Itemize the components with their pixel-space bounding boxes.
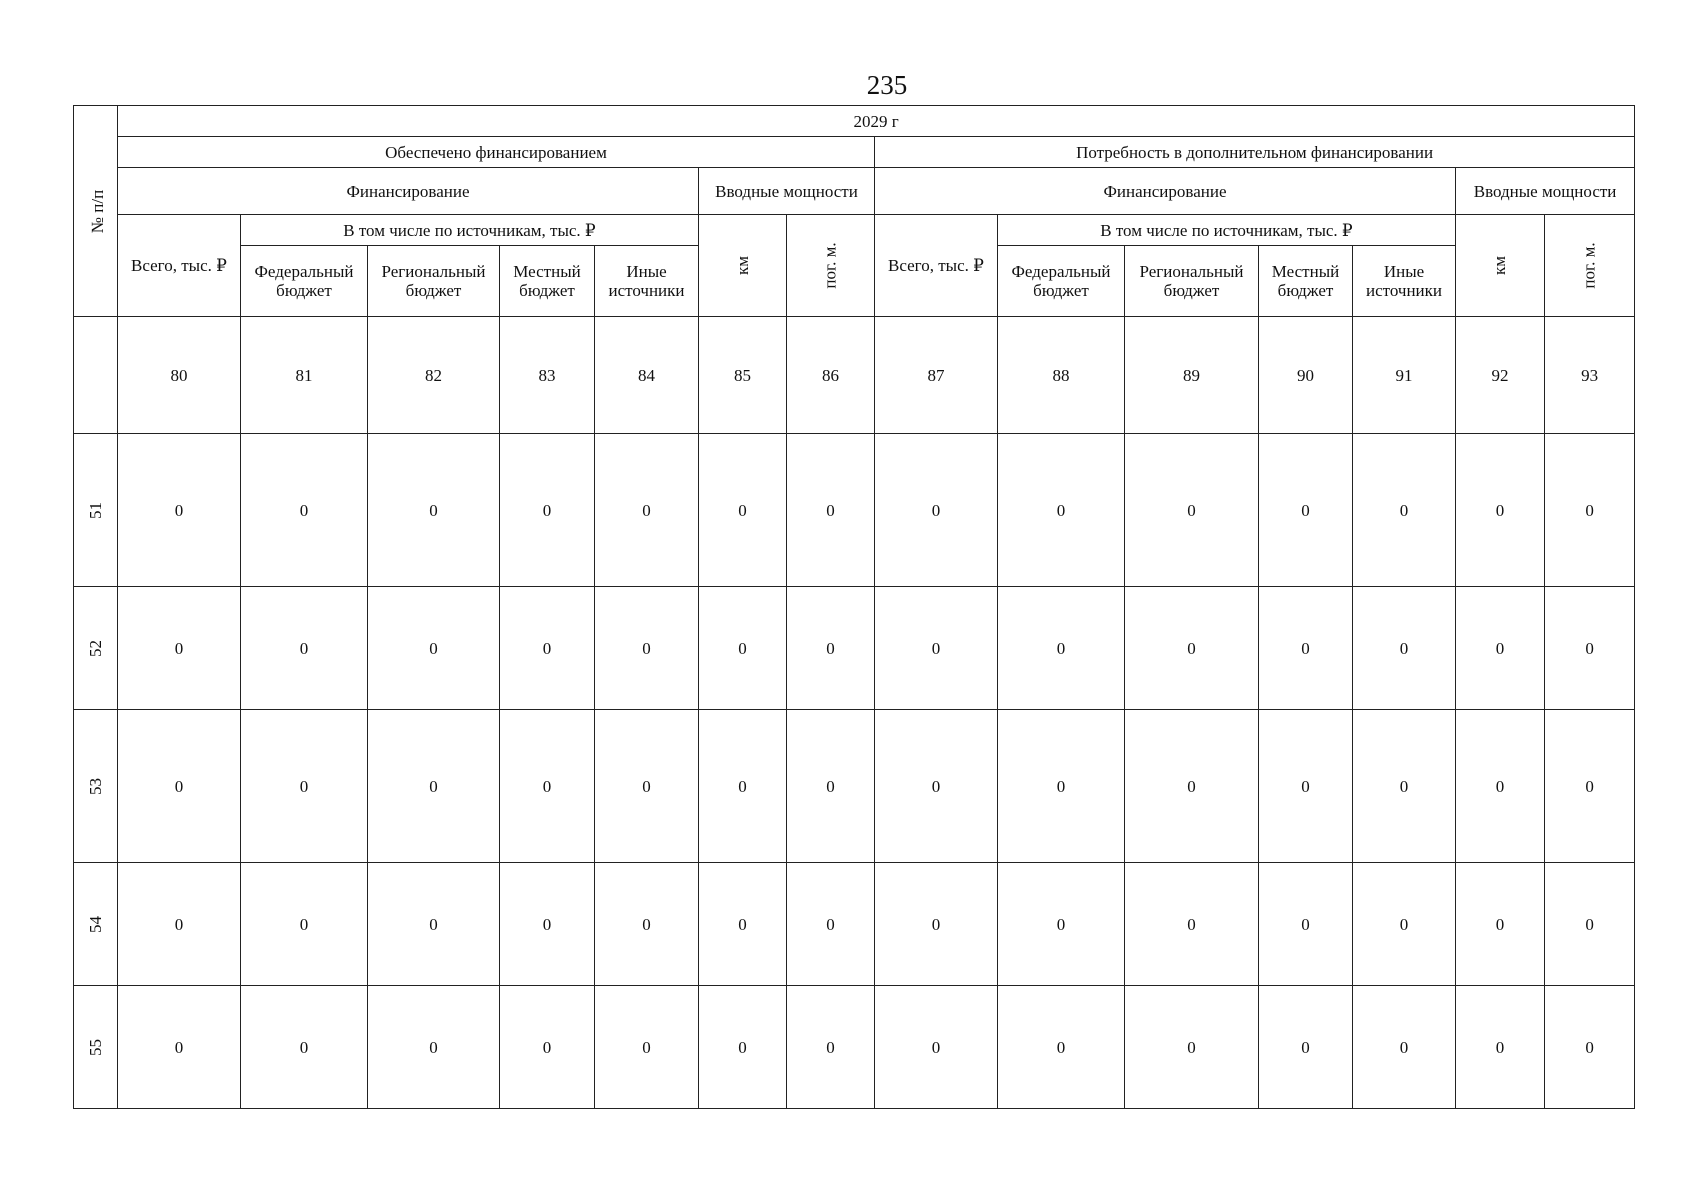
column-number: 81 [241, 317, 368, 434]
column-number: 93 [1545, 317, 1635, 434]
column-number: 80 [118, 317, 241, 434]
value-cell: 0 [1353, 587, 1456, 710]
value-cell: 0 [1353, 710, 1456, 863]
value-cell: 0 [699, 863, 787, 986]
value-cell: 0 [875, 587, 998, 710]
value-cell: 0 [787, 587, 875, 710]
value-cell: 0 [500, 710, 595, 863]
value-cell: 0 [875, 986, 998, 1109]
column-number: 83 [500, 317, 595, 434]
table-row [74, 986, 1635, 1109]
value-cell: 0 [500, 986, 595, 1109]
value-cell: 0 [787, 710, 875, 863]
value-cell: 0 [998, 863, 1125, 986]
page-number: 235 [866, 70, 908, 100]
row-number: 51 [74, 434, 118, 587]
value-cell: 0 [787, 434, 875, 587]
table-row [74, 434, 1635, 587]
year-header: 2029 г [118, 106, 1635, 137]
column-number: 91 [1353, 317, 1456, 434]
value-cell: 0 [500, 434, 595, 587]
value-cell: 0 [1125, 863, 1259, 986]
value-cell: 0 [1259, 986, 1353, 1109]
federal-header-additional: Федеральный бюджет [998, 246, 1125, 317]
value-cell: 0 [1259, 587, 1353, 710]
value-cell: 0 [875, 434, 998, 587]
value-cell: 0 [241, 434, 368, 587]
table-row [74, 863, 1635, 986]
column-number: 82 [368, 317, 500, 434]
row-number: 52 [74, 587, 118, 710]
value-cell: 0 [1456, 863, 1545, 986]
column-number-cell [74, 317, 118, 434]
value-cell: 0 [368, 986, 500, 1109]
value-cell: 0 [500, 863, 595, 986]
column-number: 86 [787, 317, 875, 434]
km-header-funded: км [699, 215, 787, 317]
value-cell: 0 [595, 710, 699, 863]
row-number: 55 [74, 986, 118, 1109]
column-number: 85 [699, 317, 787, 434]
value-cell: 0 [1259, 710, 1353, 863]
row-number: 53 [74, 710, 118, 863]
total-header-additional: Всего, тыс. ₽ [875, 215, 998, 317]
value-cell: 0 [1353, 986, 1456, 1109]
local-header-funded: Местный бюджет [500, 246, 595, 317]
value-cell: 0 [1125, 710, 1259, 863]
value-cell: 0 [595, 587, 699, 710]
value-cell: 0 [699, 986, 787, 1109]
financing-table [73, 105, 1635, 1109]
value-cell: 0 [787, 863, 875, 986]
value-cell: 0 [500, 587, 595, 710]
value-cell: 0 [787, 986, 875, 1109]
value-cell: 0 [595, 986, 699, 1109]
table-body [74, 434, 1635, 1109]
value-cell: 0 [118, 863, 241, 986]
value-cell: 0 [1259, 434, 1353, 587]
column-number: 88 [998, 317, 1125, 434]
regional-header-funded: Региональный бюджет [368, 246, 500, 317]
other-header-funded: Иные источники [595, 246, 699, 317]
value-cell: 0 [368, 710, 500, 863]
value-cell: 0 [1456, 434, 1545, 587]
row-number-header: № п/п [74, 106, 118, 317]
value-cell: 0 [1545, 587, 1635, 710]
column-number: 90 [1259, 317, 1353, 434]
value-cell: 0 [1456, 710, 1545, 863]
value-cell: 0 [368, 863, 500, 986]
value-cell: 0 [1456, 587, 1545, 710]
value-cell: 0 [1125, 986, 1259, 1109]
value-cell: 0 [1545, 434, 1635, 587]
column-number: 92 [1456, 317, 1545, 434]
column-number: 84 [595, 317, 699, 434]
regional-header-additional: Региональный бюджет [1125, 246, 1259, 317]
value-cell: 0 [241, 986, 368, 1109]
table-row [74, 587, 1635, 710]
value-cell: 0 [118, 434, 241, 587]
value-cell: 0 [998, 710, 1125, 863]
table-row [74, 710, 1635, 863]
value-cell: 0 [595, 863, 699, 986]
value-cell: 0 [1259, 863, 1353, 986]
value-cell: 0 [1125, 434, 1259, 587]
local-header-additional: Местный бюджет [1259, 246, 1353, 317]
value-cell: 0 [241, 863, 368, 986]
group-header-funded: Обеспечено финансированием [118, 137, 875, 168]
value-cell: 0 [699, 434, 787, 587]
value-cell: 0 [998, 434, 1125, 587]
value-cell: 0 [1545, 710, 1635, 863]
capacity-header-additional: Вводные мощности [1456, 168, 1635, 215]
value-cell: 0 [998, 587, 1125, 710]
value-cell: 0 [1545, 986, 1635, 1109]
value-cell: 0 [118, 587, 241, 710]
value-cell: 0 [699, 587, 787, 710]
row-number: 54 [74, 863, 118, 986]
value-cell: 0 [1353, 434, 1456, 587]
km-header-additional: км [1456, 215, 1545, 317]
column-number-row [74, 317, 1635, 434]
value-cell: 0 [998, 986, 1125, 1109]
group-header-additional: Потребность в дополнительном финансировании [875, 137, 1635, 168]
value-cell: 0 [1545, 863, 1635, 986]
column-number: 87 [875, 317, 998, 434]
total-header-funded: Всего, тыс. ₽ [118, 215, 241, 317]
financing-header-funded: Финансирование [118, 168, 699, 215]
value-cell: 0 [875, 710, 998, 863]
pog-m-header-additional: пог. м. [1545, 215, 1635, 317]
value-cell: 0 [875, 863, 998, 986]
value-cell: 0 [241, 710, 368, 863]
federal-header-funded: Федеральный бюджет [241, 246, 368, 317]
value-cell: 0 [1456, 986, 1545, 1109]
financing-header-additional: Финансирование [875, 168, 1456, 215]
value-cell: 0 [368, 587, 500, 710]
value-cell: 0 [118, 710, 241, 863]
sources-header-additional: В том числе по источникам, тыс. ₽ [998, 215, 1456, 246]
pog-m-header-funded: пог. м. [787, 215, 875, 317]
value-cell: 0 [1125, 587, 1259, 710]
value-cell: 0 [595, 434, 699, 587]
capacity-header-funded: Вводные мощности [699, 168, 875, 215]
value-cell: 0 [699, 710, 787, 863]
value-cell: 0 [368, 434, 500, 587]
other-header-additional: Иные источники [1353, 246, 1456, 317]
column-number: 89 [1125, 317, 1259, 434]
value-cell: 0 [241, 587, 368, 710]
value-cell: 0 [118, 986, 241, 1109]
value-cell: 0 [1353, 863, 1456, 986]
sources-header-funded: В том числе по источникам, тыс. ₽ [241, 215, 699, 246]
